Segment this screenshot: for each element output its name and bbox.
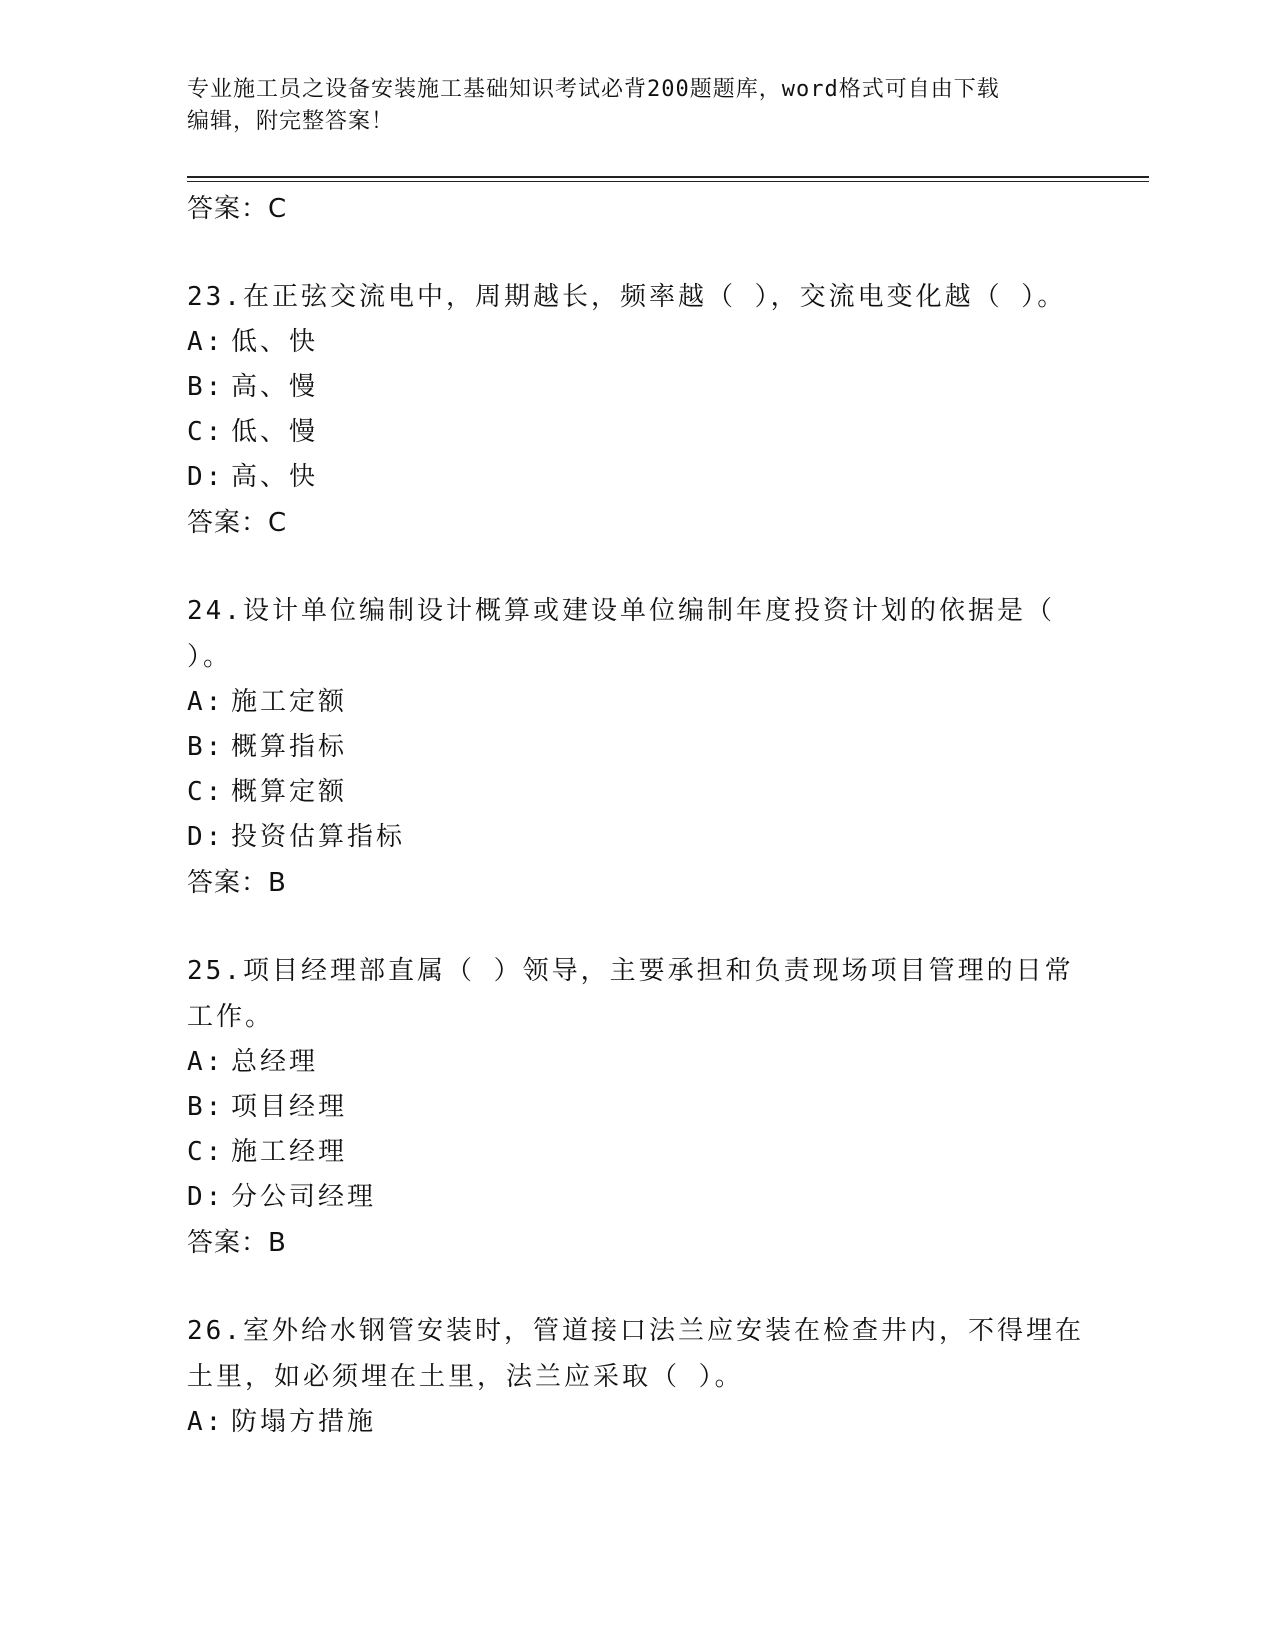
- question-line: 24.设计单位编制设计概算或建设单位编制年度投资计划的依据是（: [187, 596, 1055, 626]
- option-letter: C:: [187, 417, 225, 447]
- option-letter: A:: [187, 1407, 225, 1437]
- question-line: 25.项目经理部直属（ ）领导，主要承担和负责现场项目管理的日常: [187, 956, 1074, 986]
- option-letter: A:: [187, 687, 225, 717]
- option-a: [187, 1400, 1087, 1445]
- option-letter: D:: [187, 1182, 225, 1212]
- answer-line: 答案：B: [187, 868, 287, 898]
- option-d: [187, 815, 1087, 860]
- option-b: [187, 365, 1087, 410]
- option-text: 防塌方措施: [231, 1407, 377, 1437]
- answer-line: 答案：B: [187, 1228, 287, 1258]
- option-text: 施工经理: [231, 1137, 348, 1167]
- option-letter: B:: [187, 732, 225, 762]
- question-block: [187, 1308, 1087, 1445]
- option-b: [187, 725, 1087, 770]
- option-b: [187, 1085, 1087, 1130]
- question-block: [187, 948, 1087, 1266]
- option-a: [187, 320, 1087, 365]
- option-text: 高、慢: [231, 372, 319, 402]
- question-text: [187, 1308, 1087, 1400]
- option-text: 施工定额: [231, 687, 348, 717]
- option-c: [187, 770, 1087, 815]
- option-text: 总经理: [231, 1047, 319, 1077]
- option-d: [187, 455, 1087, 500]
- option-text: 分公司经理: [231, 1182, 377, 1212]
- option-a: [187, 1040, 1087, 1085]
- option-text: 高、快: [231, 462, 319, 492]
- header-divider-thin: [187, 181, 1149, 182]
- question-line: ）。: [187, 642, 233, 672]
- option-letter: C:: [187, 777, 225, 807]
- question-line: 23.在正弦交流电中，周期越长，频率越（ ），交流电变化越（ ）。: [187, 282, 1067, 312]
- option-a: [187, 680, 1087, 725]
- question-line: 26.室外给水钢管安装时，管道接口法兰应安装在检查井内，不得埋在: [187, 1316, 1084, 1346]
- header-line-2: 编辑，附完整答案！: [187, 109, 395, 134]
- option-c: [187, 410, 1087, 455]
- option-text: 低、慢: [231, 417, 319, 447]
- question-block: [187, 588, 1087, 906]
- option-c: [187, 1130, 1087, 1175]
- question-list: [187, 186, 1087, 1445]
- option-letter: D:: [187, 822, 225, 852]
- question-text: [187, 274, 1087, 320]
- option-letter: B:: [187, 1092, 225, 1122]
- option-letter: D:: [187, 462, 225, 492]
- question-block: [187, 274, 1087, 546]
- option-letter: C:: [187, 1137, 225, 1167]
- option-letter: A:: [187, 327, 225, 357]
- option-text: 项目经理: [231, 1092, 348, 1122]
- option-d: [187, 1175, 1087, 1220]
- option-text: 低、快: [231, 327, 319, 357]
- option-text: 概算指标: [231, 732, 348, 762]
- header-divider-thick: [187, 176, 1149, 178]
- option-letter: A:: [187, 1047, 225, 1077]
- question-text: [187, 588, 1087, 680]
- option-text: 概算定额: [231, 777, 348, 807]
- option-text: 投资估算指标: [231, 822, 406, 852]
- question-line: 土里，如必须埋在土里，法兰应采取（ ）。: [187, 1362, 744, 1392]
- question-line: 工作。: [187, 1002, 275, 1032]
- answer-line: 答案：C: [187, 508, 288, 538]
- previous-answer: 答案：C: [187, 194, 288, 224]
- question-text: [187, 948, 1087, 1040]
- document-header: [187, 74, 1067, 138]
- option-letter: B:: [187, 372, 225, 402]
- header-line-1: 专业施工员之设备安装施工基础知识考试必背200题题库，word格式可自由下载: [187, 77, 1000, 102]
